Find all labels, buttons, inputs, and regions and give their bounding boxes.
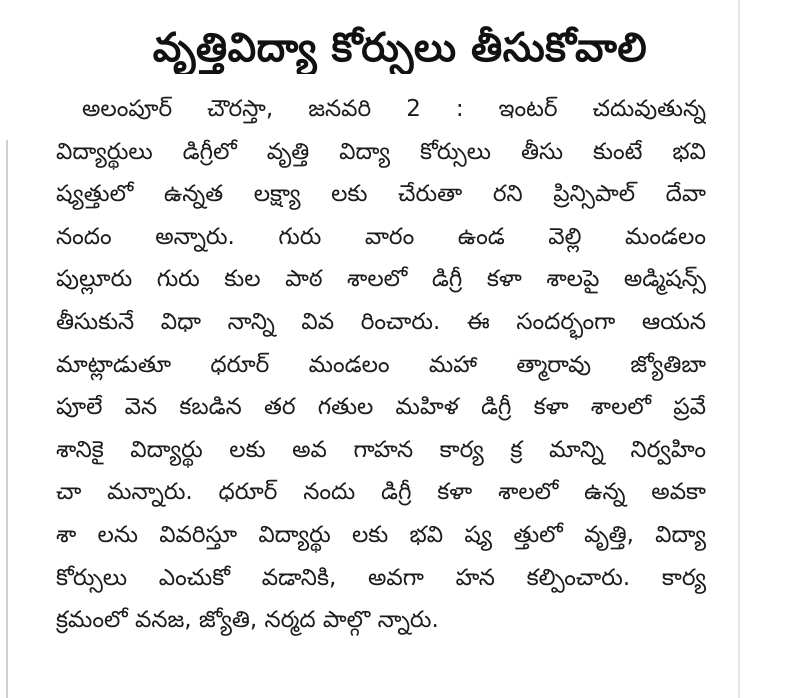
article-line: అలంపూర్ చౌరస్తా, జనవరి 2 : ఇంటర్ చదువుతున్న xyxy=(82,96,706,122)
article-line: కోర్సులు ఎంచుకో వడానికి, అవగా హన కల్పించారు. కార్య xyxy=(56,564,706,591)
article-headline: వృత్తివిద్యా కోర్సులు తీసుకోవాలి xyxy=(152,25,648,71)
article-body xyxy=(56,88,706,642)
column-divider-right xyxy=(738,0,740,698)
column-divider-left xyxy=(6,140,8,698)
article-line: క్రమంలో వనజ, జ్యోతి, నర్మద పాల్గొ న్నారు. xyxy=(56,607,439,634)
article-line: ష్యత్తులో ఉన్నత లక్ష్యా లకు చేరుతా రని ప్రిన్సిపాల్ దేవా xyxy=(56,181,706,208)
article-line: శా లను వివరిస్తూ విద్యార్థు లకు భవి ష్య త్తులో వృత్తి, విద్యా xyxy=(56,521,706,548)
article-line: మాట్లాడుతూ ధరూర్ మండలం మహా త్మారావు జ్యోతిబా xyxy=(56,351,706,378)
article-line: నందం అన్నారు. గురు వారం ఉండ వెల్లి మండలం xyxy=(56,223,706,250)
article-line: చా మన్నారు. ధరూర్ నందు డిగ్రీ కళా శాలలో ఉన్న అవకా xyxy=(56,479,706,506)
article-line: పూలే వెన కబడిన తర గతుల మహిళ డిగ్రీ కళా శాలలో ప్రవే xyxy=(56,394,706,421)
article-line: పుల్లూరు గురు కుల పాఠ శాలలో డిగ్రీ కళా శాలపై అడ్మిషన్స్ xyxy=(56,266,706,293)
article-line: తీసుకునే విధా నాన్ని వివ రించారు. ఈ సందర్భంగా ఆయన xyxy=(56,308,706,335)
article-line: శానికై విద్యార్థు లకు అవ గాహన కార్య క్ర మాన్ని నిర్వహిం xyxy=(56,436,706,463)
article-line: విద్యార్థులు డిగ్రీలో వృత్తి విద్యా కోర్సులు తీసు కుంటే భవి xyxy=(56,138,706,165)
